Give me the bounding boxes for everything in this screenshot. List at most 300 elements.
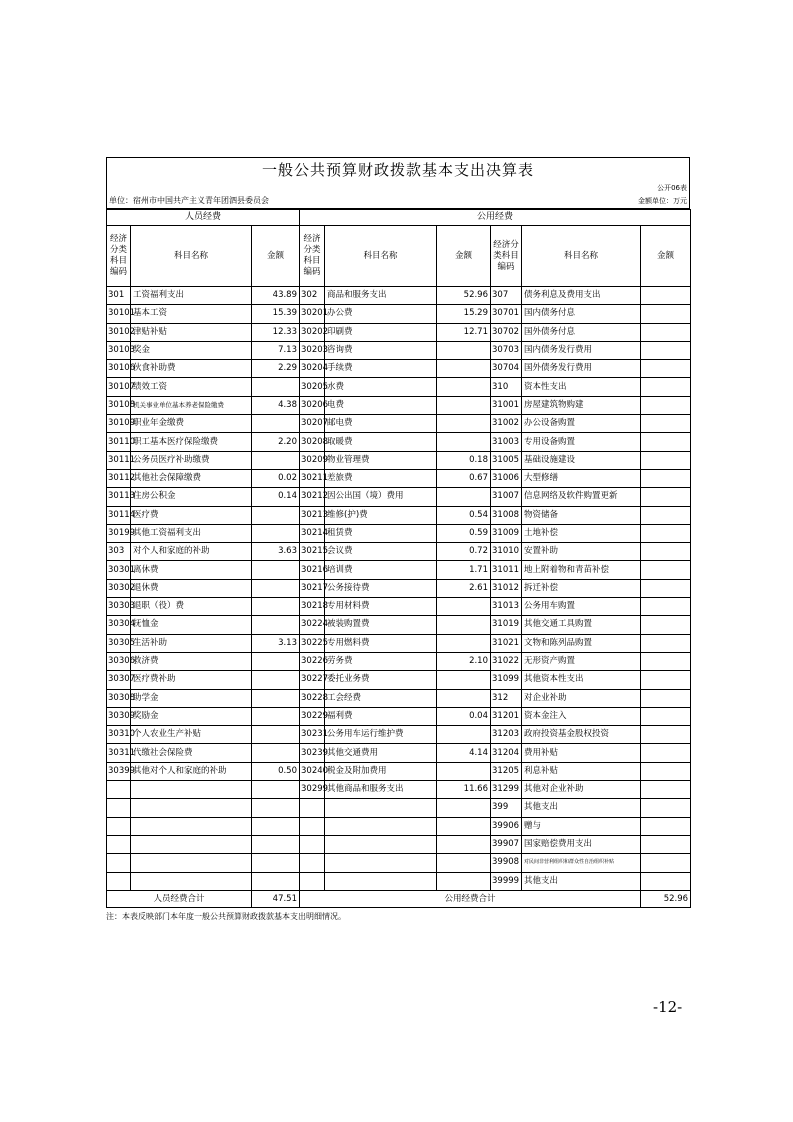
amount-cell: 0.02 bbox=[252, 469, 300, 487]
amount-cell bbox=[252, 561, 300, 579]
amount-cell: 2.61 bbox=[437, 579, 491, 597]
table-row bbox=[107, 451, 691, 469]
eco-code-cell: 30227 bbox=[300, 671, 325, 689]
item-name-cell: 水费 bbox=[325, 378, 437, 396]
item-name-cell: 福利费 bbox=[325, 707, 437, 725]
eco-code-cell: 30240 bbox=[300, 762, 325, 780]
amount-cell bbox=[641, 781, 691, 799]
amount-cell: 3.13 bbox=[252, 634, 300, 652]
eco-code-cell: 30109 bbox=[107, 415, 131, 433]
expenditure-table bbox=[106, 209, 691, 908]
eco-code-cell: 30212 bbox=[300, 488, 325, 506]
eco-code-cell: 30112 bbox=[107, 469, 131, 487]
amount-cell: 43.89 bbox=[252, 287, 300, 305]
eco-code-cell: 312 bbox=[491, 689, 522, 707]
table-row bbox=[107, 854, 691, 872]
amount-cell: 0.04 bbox=[437, 707, 491, 725]
eco-code-cell: 30226 bbox=[300, 652, 325, 670]
amount-cell: 11.66 bbox=[437, 781, 491, 799]
item-name-cell: 专用设备购置 bbox=[522, 433, 641, 451]
amount-cell: 12.71 bbox=[437, 323, 491, 341]
amount-cell bbox=[641, 872, 691, 890]
item-name-cell: 专用材料费 bbox=[325, 598, 437, 616]
amount-cell bbox=[437, 634, 491, 652]
item-name-cell: 其他资本性支出 bbox=[522, 671, 641, 689]
amount-cell bbox=[252, 707, 300, 725]
item-name-cell: 机关事业单位基本养老保险缴费 bbox=[131, 396, 252, 414]
amount-cell bbox=[641, 854, 691, 872]
item-name-cell bbox=[131, 835, 252, 853]
amount-cell: 0.67 bbox=[437, 469, 491, 487]
item-name-cell: 救济费 bbox=[131, 652, 252, 670]
amount-cell bbox=[437, 360, 491, 378]
item-name-cell: 资本性支出 bbox=[522, 378, 641, 396]
eco-code-cell: 30302 bbox=[107, 579, 131, 597]
amount-cell bbox=[641, 415, 691, 433]
eco-code-cell: 39907 bbox=[491, 835, 522, 853]
amount-cell bbox=[437, 341, 491, 359]
item-name-cell: 劳务费 bbox=[325, 652, 437, 670]
amount-cell bbox=[641, 488, 691, 506]
section-personnel: 人员经费 bbox=[107, 210, 300, 226]
header-eco-code: 经济分类科目编码 bbox=[491, 226, 522, 287]
amount-cell bbox=[641, 744, 691, 762]
item-name-cell: 绩效工资 bbox=[131, 378, 252, 396]
eco-code-cell: 31012 bbox=[491, 579, 522, 597]
amount-cell: 0.18 bbox=[437, 451, 491, 469]
eco-code-cell: 30110 bbox=[107, 433, 131, 451]
table-row bbox=[107, 305, 691, 323]
item-name-cell: 国家赔偿费用支出 bbox=[522, 835, 641, 853]
personnel-total-value: 47.51 bbox=[252, 890, 300, 907]
item-name-cell: 税金及附加费用 bbox=[325, 762, 437, 780]
eco-code-cell: 301 bbox=[107, 287, 131, 305]
public-total-value: 52.96 bbox=[641, 890, 691, 907]
amount-cell bbox=[641, 360, 691, 378]
eco-code-cell bbox=[300, 835, 325, 853]
table-row bbox=[107, 707, 691, 725]
personnel-total-label: 人员经费合计 bbox=[107, 890, 252, 907]
item-name-cell: 办公费 bbox=[325, 305, 437, 323]
amount-cell bbox=[437, 616, 491, 634]
amount-cell: 7.13 bbox=[252, 341, 300, 359]
eco-code-cell: 31299 bbox=[491, 781, 522, 799]
amount-cell bbox=[252, 781, 300, 799]
item-name-cell bbox=[325, 817, 437, 835]
item-name-cell: 公务接待费 bbox=[325, 579, 437, 597]
item-name-cell: 资本金注入 bbox=[522, 707, 641, 725]
item-name-cell: 其他支出 bbox=[522, 872, 641, 890]
amount-cell bbox=[641, 323, 691, 341]
table-row bbox=[107, 469, 691, 487]
eco-code-cell: 30113 bbox=[107, 488, 131, 506]
item-name-cell: 对企业补助 bbox=[522, 689, 641, 707]
table-row bbox=[107, 543, 691, 561]
table-row bbox=[107, 835, 691, 853]
amount-cell bbox=[252, 451, 300, 469]
item-name-cell: 土地补偿 bbox=[522, 524, 641, 542]
item-name-cell: 工资福利支出 bbox=[131, 287, 252, 305]
amount-cell bbox=[437, 835, 491, 853]
item-name-cell: 伙食补助费 bbox=[131, 360, 252, 378]
eco-code-cell: 31022 bbox=[491, 652, 522, 670]
item-name-cell: 退休费 bbox=[131, 579, 252, 597]
amount-cell bbox=[252, 817, 300, 835]
amount-cell bbox=[641, 799, 691, 817]
eco-code-cell: 30203 bbox=[300, 341, 325, 359]
item-name-cell: 无形资产购置 bbox=[522, 652, 641, 670]
eco-code-cell: 30299 bbox=[300, 781, 325, 799]
table-row bbox=[107, 634, 691, 652]
item-name-cell: 医疗费补助 bbox=[131, 671, 252, 689]
item-name-cell: 助学金 bbox=[131, 689, 252, 707]
item-name-cell bbox=[325, 835, 437, 853]
item-name-cell: 其他商品和服务支出 bbox=[325, 781, 437, 799]
item-name-cell: 专用燃料费 bbox=[325, 634, 437, 652]
amount-cell bbox=[252, 415, 300, 433]
amount-cell: 12.33 bbox=[252, 323, 300, 341]
amount-cell bbox=[641, 762, 691, 780]
amount-cell: 4.38 bbox=[252, 396, 300, 414]
eco-code-cell: 31203 bbox=[491, 726, 522, 744]
table-row bbox=[107, 872, 691, 890]
amount-cell bbox=[252, 835, 300, 853]
eco-code-cell: 30102 bbox=[107, 323, 131, 341]
eco-code-cell: 30399 bbox=[107, 762, 131, 780]
header-eco-code: 经济分类科目编码 bbox=[300, 226, 325, 287]
item-name-cell bbox=[325, 799, 437, 817]
eco-code-cell: 307 bbox=[491, 287, 522, 305]
amount-cell bbox=[641, 616, 691, 634]
eco-code-cell: 30704 bbox=[491, 360, 522, 378]
table-row bbox=[107, 488, 691, 506]
unit-row bbox=[106, 194, 690, 209]
item-name-cell: 其他对企业补助 bbox=[522, 781, 641, 799]
amount-cell bbox=[437, 872, 491, 890]
item-name-cell: 对民间非营利组织和群众性自治组织补贴 bbox=[522, 854, 641, 872]
table-row bbox=[107, 726, 691, 744]
amount-cell bbox=[641, 561, 691, 579]
eco-code-cell: 30103 bbox=[107, 341, 131, 359]
item-name-cell: 大型修缮 bbox=[522, 469, 641, 487]
item-name-cell: 被装购置费 bbox=[325, 616, 437, 634]
item-name-cell bbox=[131, 872, 252, 890]
table-title: 一般公共预算财政拨款基本支出决算表 bbox=[106, 157, 690, 182]
item-name-cell: 退职（役）费 bbox=[131, 598, 252, 616]
column-header-row bbox=[107, 226, 691, 287]
table-row bbox=[107, 378, 691, 396]
item-name-cell: 债务利息及费用支出 bbox=[522, 287, 641, 305]
amount-cell bbox=[252, 799, 300, 817]
eco-code-cell: 30106 bbox=[107, 360, 131, 378]
item-name-cell: 医疗费 bbox=[131, 506, 252, 524]
amount-cell bbox=[437, 726, 491, 744]
eco-code-cell: 399 bbox=[491, 799, 522, 817]
table-row bbox=[107, 598, 691, 616]
amount-cell bbox=[641, 506, 691, 524]
amount-cell bbox=[252, 598, 300, 616]
amount-cell bbox=[252, 726, 300, 744]
eco-code-cell: 30301 bbox=[107, 561, 131, 579]
item-name-cell: 取暖费 bbox=[325, 433, 437, 451]
amount-cell bbox=[641, 817, 691, 835]
eco-code-cell: 30305 bbox=[107, 634, 131, 652]
table-row bbox=[107, 817, 691, 835]
item-name-cell: 商品和服务支出 bbox=[325, 287, 437, 305]
eco-code-cell: 39999 bbox=[491, 872, 522, 890]
eco-code-cell: 30229 bbox=[300, 707, 325, 725]
eco-code-cell: 31003 bbox=[491, 433, 522, 451]
item-name-cell: 对个人和家庭的补助 bbox=[131, 543, 252, 561]
budget-table-sheet bbox=[106, 157, 690, 922]
amount-cell bbox=[641, 451, 691, 469]
form-code: 公开06表 bbox=[106, 182, 690, 194]
item-name-cell bbox=[131, 781, 252, 799]
eco-code-cell: 30211 bbox=[300, 469, 325, 487]
item-name-cell: 职工基本医疗保险缴费 bbox=[131, 433, 252, 451]
money-unit: 金额单位：万元 bbox=[638, 197, 687, 205]
header-item-name: 科目名称 bbox=[325, 226, 437, 287]
eco-code-cell: 30306 bbox=[107, 652, 131, 670]
table-row bbox=[107, 689, 691, 707]
eco-code-cell: 30224 bbox=[300, 616, 325, 634]
table-row bbox=[107, 415, 691, 433]
item-name-cell: 差旅费 bbox=[325, 469, 437, 487]
eco-code-cell: 30209 bbox=[300, 451, 325, 469]
item-name-cell: 政府投资基金股权投资 bbox=[522, 726, 641, 744]
item-name-cell: 公务用车购置 bbox=[522, 598, 641, 616]
header-amount: 金额 bbox=[437, 226, 491, 287]
eco-code-cell: 31013 bbox=[491, 598, 522, 616]
eco-code-cell: 31001 bbox=[491, 396, 522, 414]
eco-code-cell: 30311 bbox=[107, 744, 131, 762]
table-row bbox=[107, 341, 691, 359]
item-name-cell: 信息网络及软件购置更新 bbox=[522, 488, 641, 506]
item-name-cell: 其他工资福利支出 bbox=[131, 524, 252, 542]
amount-cell bbox=[252, 616, 300, 634]
item-name-cell: 利息补贴 bbox=[522, 762, 641, 780]
item-name-cell: 其他社会保障缴费 bbox=[131, 469, 252, 487]
eco-code-cell: 30208 bbox=[300, 433, 325, 451]
table-row bbox=[107, 671, 691, 689]
item-name-cell bbox=[131, 817, 252, 835]
amount-cell bbox=[437, 671, 491, 689]
section-public: 公用经费 bbox=[300, 210, 691, 226]
eco-code-cell: 31205 bbox=[491, 762, 522, 780]
item-name-cell bbox=[131, 799, 252, 817]
table-row bbox=[107, 323, 691, 341]
amount-cell bbox=[252, 854, 300, 872]
amount-cell bbox=[641, 634, 691, 652]
item-name-cell: 因公出国（境）费用 bbox=[325, 488, 437, 506]
item-name-cell: 电费 bbox=[325, 396, 437, 414]
table-row bbox=[107, 652, 691, 670]
amount-cell bbox=[437, 396, 491, 414]
amount-cell: 0.50 bbox=[252, 762, 300, 780]
table-row bbox=[107, 579, 691, 597]
amount-cell bbox=[641, 341, 691, 359]
amount-cell bbox=[252, 652, 300, 670]
item-name-cell: 维修(护)费 bbox=[325, 506, 437, 524]
table-row bbox=[107, 433, 691, 451]
eco-code-cell: 30310 bbox=[107, 726, 131, 744]
item-name-cell: 租赁费 bbox=[325, 524, 437, 542]
amount-cell bbox=[641, 598, 691, 616]
amount-cell: 15.39 bbox=[252, 305, 300, 323]
item-name-cell: 拆迁补偿 bbox=[522, 579, 641, 597]
amount-cell bbox=[437, 433, 491, 451]
table-row bbox=[107, 360, 691, 378]
amount-cell bbox=[437, 488, 491, 506]
amount-cell: 0.54 bbox=[437, 506, 491, 524]
totals-row bbox=[107, 890, 691, 907]
header-amount: 金额 bbox=[641, 226, 691, 287]
amount-cell bbox=[437, 762, 491, 780]
amount-cell bbox=[252, 378, 300, 396]
table-row bbox=[107, 561, 691, 579]
eco-code-cell: 30111 bbox=[107, 451, 131, 469]
amount-cell bbox=[641, 579, 691, 597]
item-name-cell: 印刷费 bbox=[325, 323, 437, 341]
amount-cell bbox=[641, 433, 691, 451]
amount-cell bbox=[641, 396, 691, 414]
item-name-cell: 费用补贴 bbox=[522, 744, 641, 762]
item-name-cell bbox=[325, 854, 437, 872]
amount-cell: 0.14 bbox=[252, 488, 300, 506]
page-number: -12- bbox=[653, 998, 683, 1016]
item-name-cell: 咨询费 bbox=[325, 341, 437, 359]
item-name-cell: 住房公积金 bbox=[131, 488, 252, 506]
eco-code-cell: 30228 bbox=[300, 689, 325, 707]
amount-cell bbox=[641, 305, 691, 323]
eco-code-cell: 30205 bbox=[300, 378, 325, 396]
item-name-cell: 基础设施建设 bbox=[522, 451, 641, 469]
eco-code-cell: 31006 bbox=[491, 469, 522, 487]
eco-code-cell: 30216 bbox=[300, 561, 325, 579]
item-name-cell: 国内债务发行费用 bbox=[522, 341, 641, 359]
eco-code-cell bbox=[107, 817, 131, 835]
item-name-cell: 其他交通工具购置 bbox=[522, 616, 641, 634]
eco-code-cell: 30108 bbox=[107, 396, 131, 414]
eco-code-cell: 30701 bbox=[491, 305, 522, 323]
amount-cell: 2.20 bbox=[252, 433, 300, 451]
public-total-label: 公用经费合计 bbox=[300, 890, 641, 907]
item-name-cell: 基本工资 bbox=[131, 305, 252, 323]
amount-cell bbox=[641, 835, 691, 853]
eco-code-cell: 30199 bbox=[107, 524, 131, 542]
table-row bbox=[107, 762, 691, 780]
eco-code-cell: 31201 bbox=[491, 707, 522, 725]
item-name-cell: 津贴补贴 bbox=[131, 323, 252, 341]
eco-code-cell: 39906 bbox=[491, 817, 522, 835]
eco-code-cell: 31010 bbox=[491, 543, 522, 561]
item-name-cell bbox=[131, 854, 252, 872]
eco-code-cell: 30703 bbox=[491, 341, 522, 359]
amount-cell: 3.63 bbox=[252, 543, 300, 561]
eco-code-cell: 30213 bbox=[300, 506, 325, 524]
amount-cell bbox=[641, 671, 691, 689]
amount-cell bbox=[252, 872, 300, 890]
eco-code-cell: 310 bbox=[491, 378, 522, 396]
eco-code-cell: 31002 bbox=[491, 415, 522, 433]
amount-cell bbox=[641, 689, 691, 707]
amount-cell: 4.14 bbox=[437, 744, 491, 762]
table-row bbox=[107, 799, 691, 817]
eco-code-cell: 31099 bbox=[491, 671, 522, 689]
table-row bbox=[107, 287, 691, 305]
item-name-cell: 赠与 bbox=[522, 817, 641, 835]
item-name-cell: 会议费 bbox=[325, 543, 437, 561]
amount-cell bbox=[437, 799, 491, 817]
amount-cell bbox=[252, 744, 300, 762]
amount-cell bbox=[641, 652, 691, 670]
item-name-cell: 其他支出 bbox=[522, 799, 641, 817]
section-header-row bbox=[107, 210, 691, 226]
eco-code-cell: 30231 bbox=[300, 726, 325, 744]
header-amount: 金额 bbox=[252, 226, 300, 287]
amount-cell bbox=[641, 524, 691, 542]
header-eco-code: 经济分类科目编码 bbox=[107, 226, 131, 287]
eco-code-cell: 30304 bbox=[107, 616, 131, 634]
item-name-cell: 职业年金缴费 bbox=[131, 415, 252, 433]
header-item-name: 科目名称 bbox=[522, 226, 641, 287]
amount-cell: 15.29 bbox=[437, 305, 491, 323]
eco-code-cell bbox=[107, 799, 131, 817]
item-name-cell: 个人农业生产补贴 bbox=[131, 726, 252, 744]
item-name-cell: 其他对个人和家庭的补助 bbox=[131, 762, 252, 780]
eco-code-cell: 30307 bbox=[107, 671, 131, 689]
eco-code-cell: 30201 bbox=[300, 305, 325, 323]
eco-code-cell: 30204 bbox=[300, 360, 325, 378]
amount-cell bbox=[641, 707, 691, 725]
amount-cell bbox=[252, 689, 300, 707]
amount-cell bbox=[641, 543, 691, 561]
eco-code-cell: 30101 bbox=[107, 305, 131, 323]
item-name-cell: 手续费 bbox=[325, 360, 437, 378]
eco-code-cell: 30225 bbox=[300, 634, 325, 652]
amount-cell bbox=[641, 469, 691, 487]
item-name-cell: 委托业务费 bbox=[325, 671, 437, 689]
item-name-cell: 房屋建筑物购建 bbox=[522, 396, 641, 414]
item-name-cell: 奖励金 bbox=[131, 707, 252, 725]
eco-code-cell: 39908 bbox=[491, 854, 522, 872]
item-name-cell: 物业管理费 bbox=[325, 451, 437, 469]
eco-code-cell: 30202 bbox=[300, 323, 325, 341]
eco-code-cell bbox=[300, 872, 325, 890]
amount-cell bbox=[437, 378, 491, 396]
table-row bbox=[107, 506, 691, 524]
eco-code-cell bbox=[107, 781, 131, 799]
amount-cell bbox=[252, 671, 300, 689]
eco-code-cell: 30303 bbox=[107, 598, 131, 616]
amount-cell bbox=[437, 415, 491, 433]
item-name-cell: 工会经费 bbox=[325, 689, 437, 707]
item-name-cell: 办公设备购置 bbox=[522, 415, 641, 433]
amount-cell bbox=[437, 689, 491, 707]
eco-code-cell: 31204 bbox=[491, 744, 522, 762]
amount-cell bbox=[437, 598, 491, 616]
unit-label: 单位：宿州市中国共产主义青年团泗县委员会 bbox=[109, 196, 269, 205]
amount-cell bbox=[252, 506, 300, 524]
eco-code-cell: 30207 bbox=[300, 415, 325, 433]
item-name-cell: 培训费 bbox=[325, 561, 437, 579]
item-name-cell: 公务用车运行维护费 bbox=[325, 726, 437, 744]
eco-code-cell bbox=[107, 872, 131, 890]
header-item-name: 科目名称 bbox=[131, 226, 252, 287]
item-name-cell: 生活补助 bbox=[131, 634, 252, 652]
item-name-cell: 国外债务发行费用 bbox=[522, 360, 641, 378]
amount-cell: 0.59 bbox=[437, 524, 491, 542]
